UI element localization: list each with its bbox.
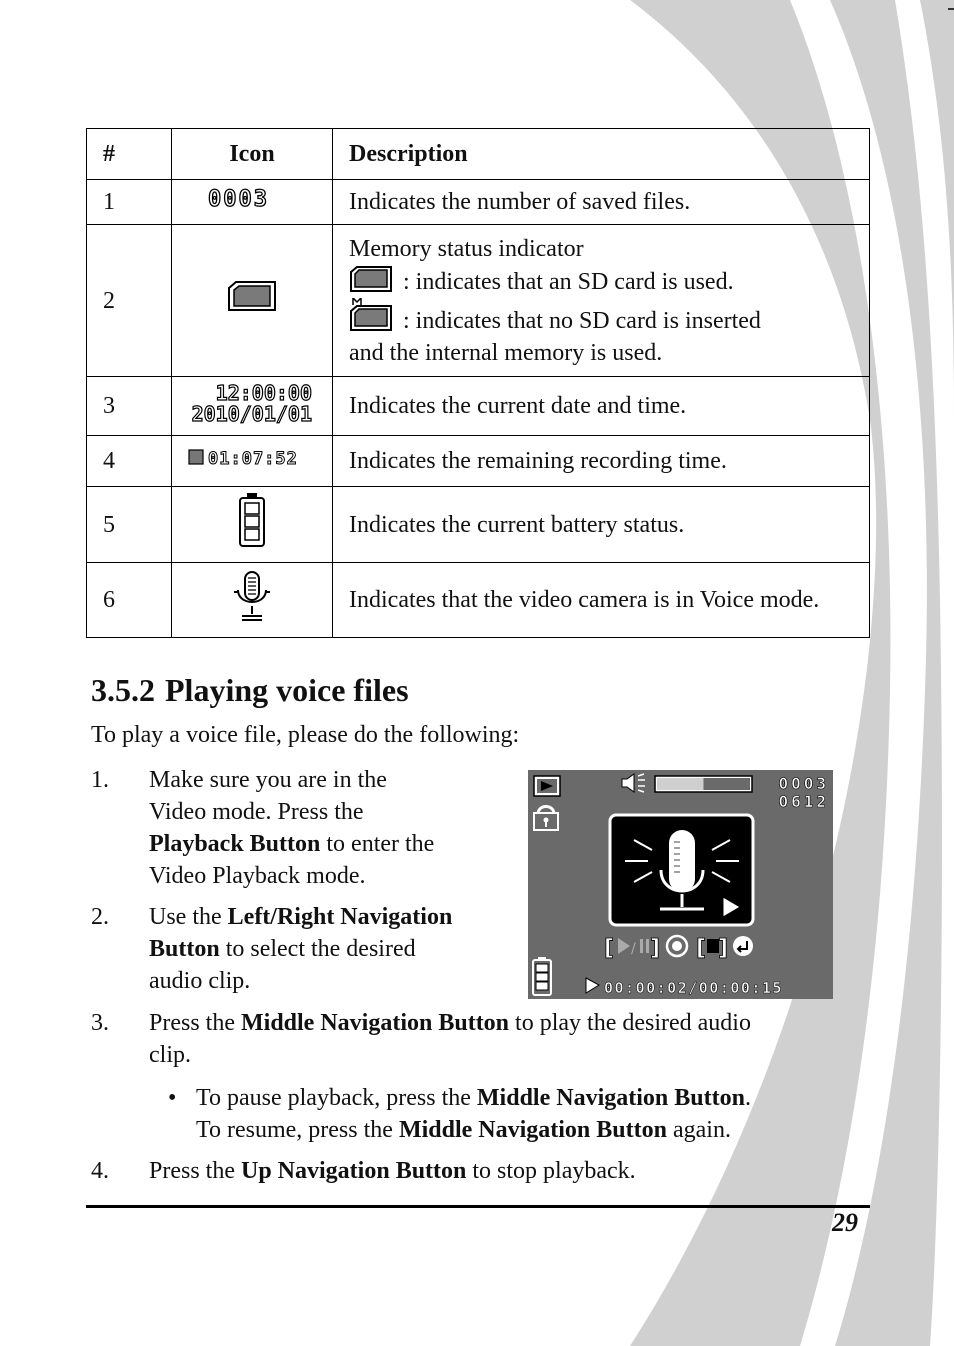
bold-term: Playback Button	[149, 831, 321, 857]
text-run: clip.	[149, 1042, 191, 1068]
step-text	[149, 1007, 869, 1071]
section-heading	[91, 672, 409, 709]
svg-text:/: /	[631, 941, 636, 957]
row-description	[333, 225, 870, 377]
bullet-dot: •	[168, 1085, 177, 1111]
text-line	[149, 828, 434, 860]
step-text	[149, 901, 452, 997]
column-header-number: #	[87, 129, 172, 180]
svg-text:01:07:52: 01:07:52	[208, 449, 298, 468]
sd-card-icon	[172, 225, 333, 377]
svg-text:12:00:00: 12:00:00	[215, 380, 312, 405]
table-header-row	[87, 129, 870, 180]
svg-text:0003: 0003	[208, 186, 269, 211]
svg-text:]: ]	[650, 936, 661, 961]
text-run: to select the desired	[219, 936, 416, 962]
text-run: Video mode. Press the	[149, 799, 364, 825]
text-run: Video Playback mode.	[149, 863, 366, 889]
table-row	[87, 225, 870, 377]
text-run: Use the	[149, 904, 228, 930]
text-run: Press the	[149, 1010, 241, 1036]
internal-memory-description: : indicates that no SD card is inserted	[403, 307, 761, 334]
row-description: Indicates the current date and time.	[333, 377, 870, 436]
file-total-text: 0612	[778, 792, 829, 811]
volume-fill	[657, 778, 704, 790]
row-number: 3	[87, 377, 172, 436]
svg-text:[: [	[604, 936, 615, 961]
table-row	[87, 436, 870, 487]
text-line	[149, 860, 434, 892]
svg-text:2010/01/01: 2010/01/01	[191, 401, 312, 424]
page-number: 29	[832, 1208, 858, 1237]
volume-bar	[655, 776, 752, 792]
voice-playback-screen	[528, 770, 833, 999]
section-number: 3.5.2	[91, 672, 155, 708]
row-description: Indicates the remaining recording time.	[333, 436, 870, 487]
internal-memory-description-continued: and the internal memory is used.	[349, 339, 663, 366]
text-line	[149, 796, 434, 828]
text-run: to stop playback.	[466, 1158, 636, 1184]
footer-rule	[86, 1205, 870, 1208]
step-number: 3.	[91, 1010, 109, 1036]
icons-table	[86, 128, 870, 638]
text-run: Make sure you are in the	[149, 767, 387, 793]
bold-term: Middle Navigation Button	[241, 1010, 510, 1036]
step-number: 4.	[91, 1158, 109, 1184]
table-row	[87, 180, 870, 225]
bold-term: Middle Navigation Button	[476, 1085, 745, 1111]
bold-term: Middle Navigation Button	[398, 1117, 667, 1143]
table-row	[87, 563, 870, 638]
table-row	[87, 487, 870, 563]
text-run: .	[744, 1085, 751, 1111]
row-number: 6	[87, 563, 172, 638]
text-run: to play the desired audio	[509, 1010, 751, 1036]
section-title: Playing voice files	[165, 672, 409, 708]
text-line	[149, 901, 452, 933]
row-number: 1	[87, 180, 172, 225]
text-run: again.	[666, 1117, 731, 1143]
playback-timecode: 00:00:02/00:00:15	[604, 979, 784, 997]
row-description: Indicates the current battery status.	[333, 487, 870, 563]
bold-term: Button	[149, 936, 220, 962]
section-intro: To play a voice file, please do the following:	[91, 722, 520, 748]
text-run: To resume, press the	[196, 1117, 399, 1143]
row-number: 5	[87, 487, 172, 563]
bullet-text	[196, 1082, 862, 1146]
text-run: to enter the	[320, 831, 435, 857]
row-number: 4	[87, 436, 172, 487]
text-line	[149, 764, 434, 796]
date-time-icon	[172, 377, 333, 436]
step-text	[149, 1155, 869, 1187]
battery-icon	[172, 487, 333, 563]
saved-files-counter-icon	[172, 180, 333, 225]
column-header-description: Description	[333, 129, 870, 180]
row-number: 2	[87, 225, 172, 377]
bold-term: Up Navigation Button	[241, 1158, 467, 1184]
text-line	[149, 1155, 869, 1187]
text-run: To pause playback, press the	[196, 1085, 477, 1111]
step-number: 1.	[91, 767, 109, 793]
text-line	[196, 1082, 862, 1114]
svg-text:[: [	[696, 936, 707, 961]
text-run: audio clip.	[149, 968, 251, 994]
row-description: Indicates the number of saved files.	[333, 180, 870, 225]
file-count-text: 0003	[778, 774, 829, 793]
text-line	[196, 1114, 862, 1146]
playback-mode-icon	[534, 776, 560, 796]
sd-card-small-icon	[349, 265, 393, 293]
column-header-icon: Icon	[172, 129, 333, 180]
svg-text:]: ]	[718, 936, 729, 961]
screen-battery-icon	[533, 957, 551, 995]
remaining-time-icon	[172, 436, 333, 487]
table-row	[87, 377, 870, 436]
text-line	[149, 1007, 869, 1039]
voice-mode-microphone-icon	[172, 563, 333, 638]
text-run: Press the	[149, 1158, 241, 1184]
row-description: Indicates that the video camera is in Voice mode.	[333, 563, 870, 638]
step-number: 2.	[91, 904, 109, 930]
bold-term: Left/Right Navigation	[227, 904, 453, 930]
sd-card-description: : indicates that an SD card is used.	[403, 268, 734, 295]
internal-memory-icon	[349, 298, 393, 332]
memory-status-title: Memory status indicator	[349, 235, 584, 262]
text-line	[149, 933, 452, 965]
step-text	[149, 764, 434, 892]
text-line	[149, 965, 452, 997]
voice-file-thumbnail	[610, 815, 753, 925]
text-line	[149, 1039, 869, 1071]
